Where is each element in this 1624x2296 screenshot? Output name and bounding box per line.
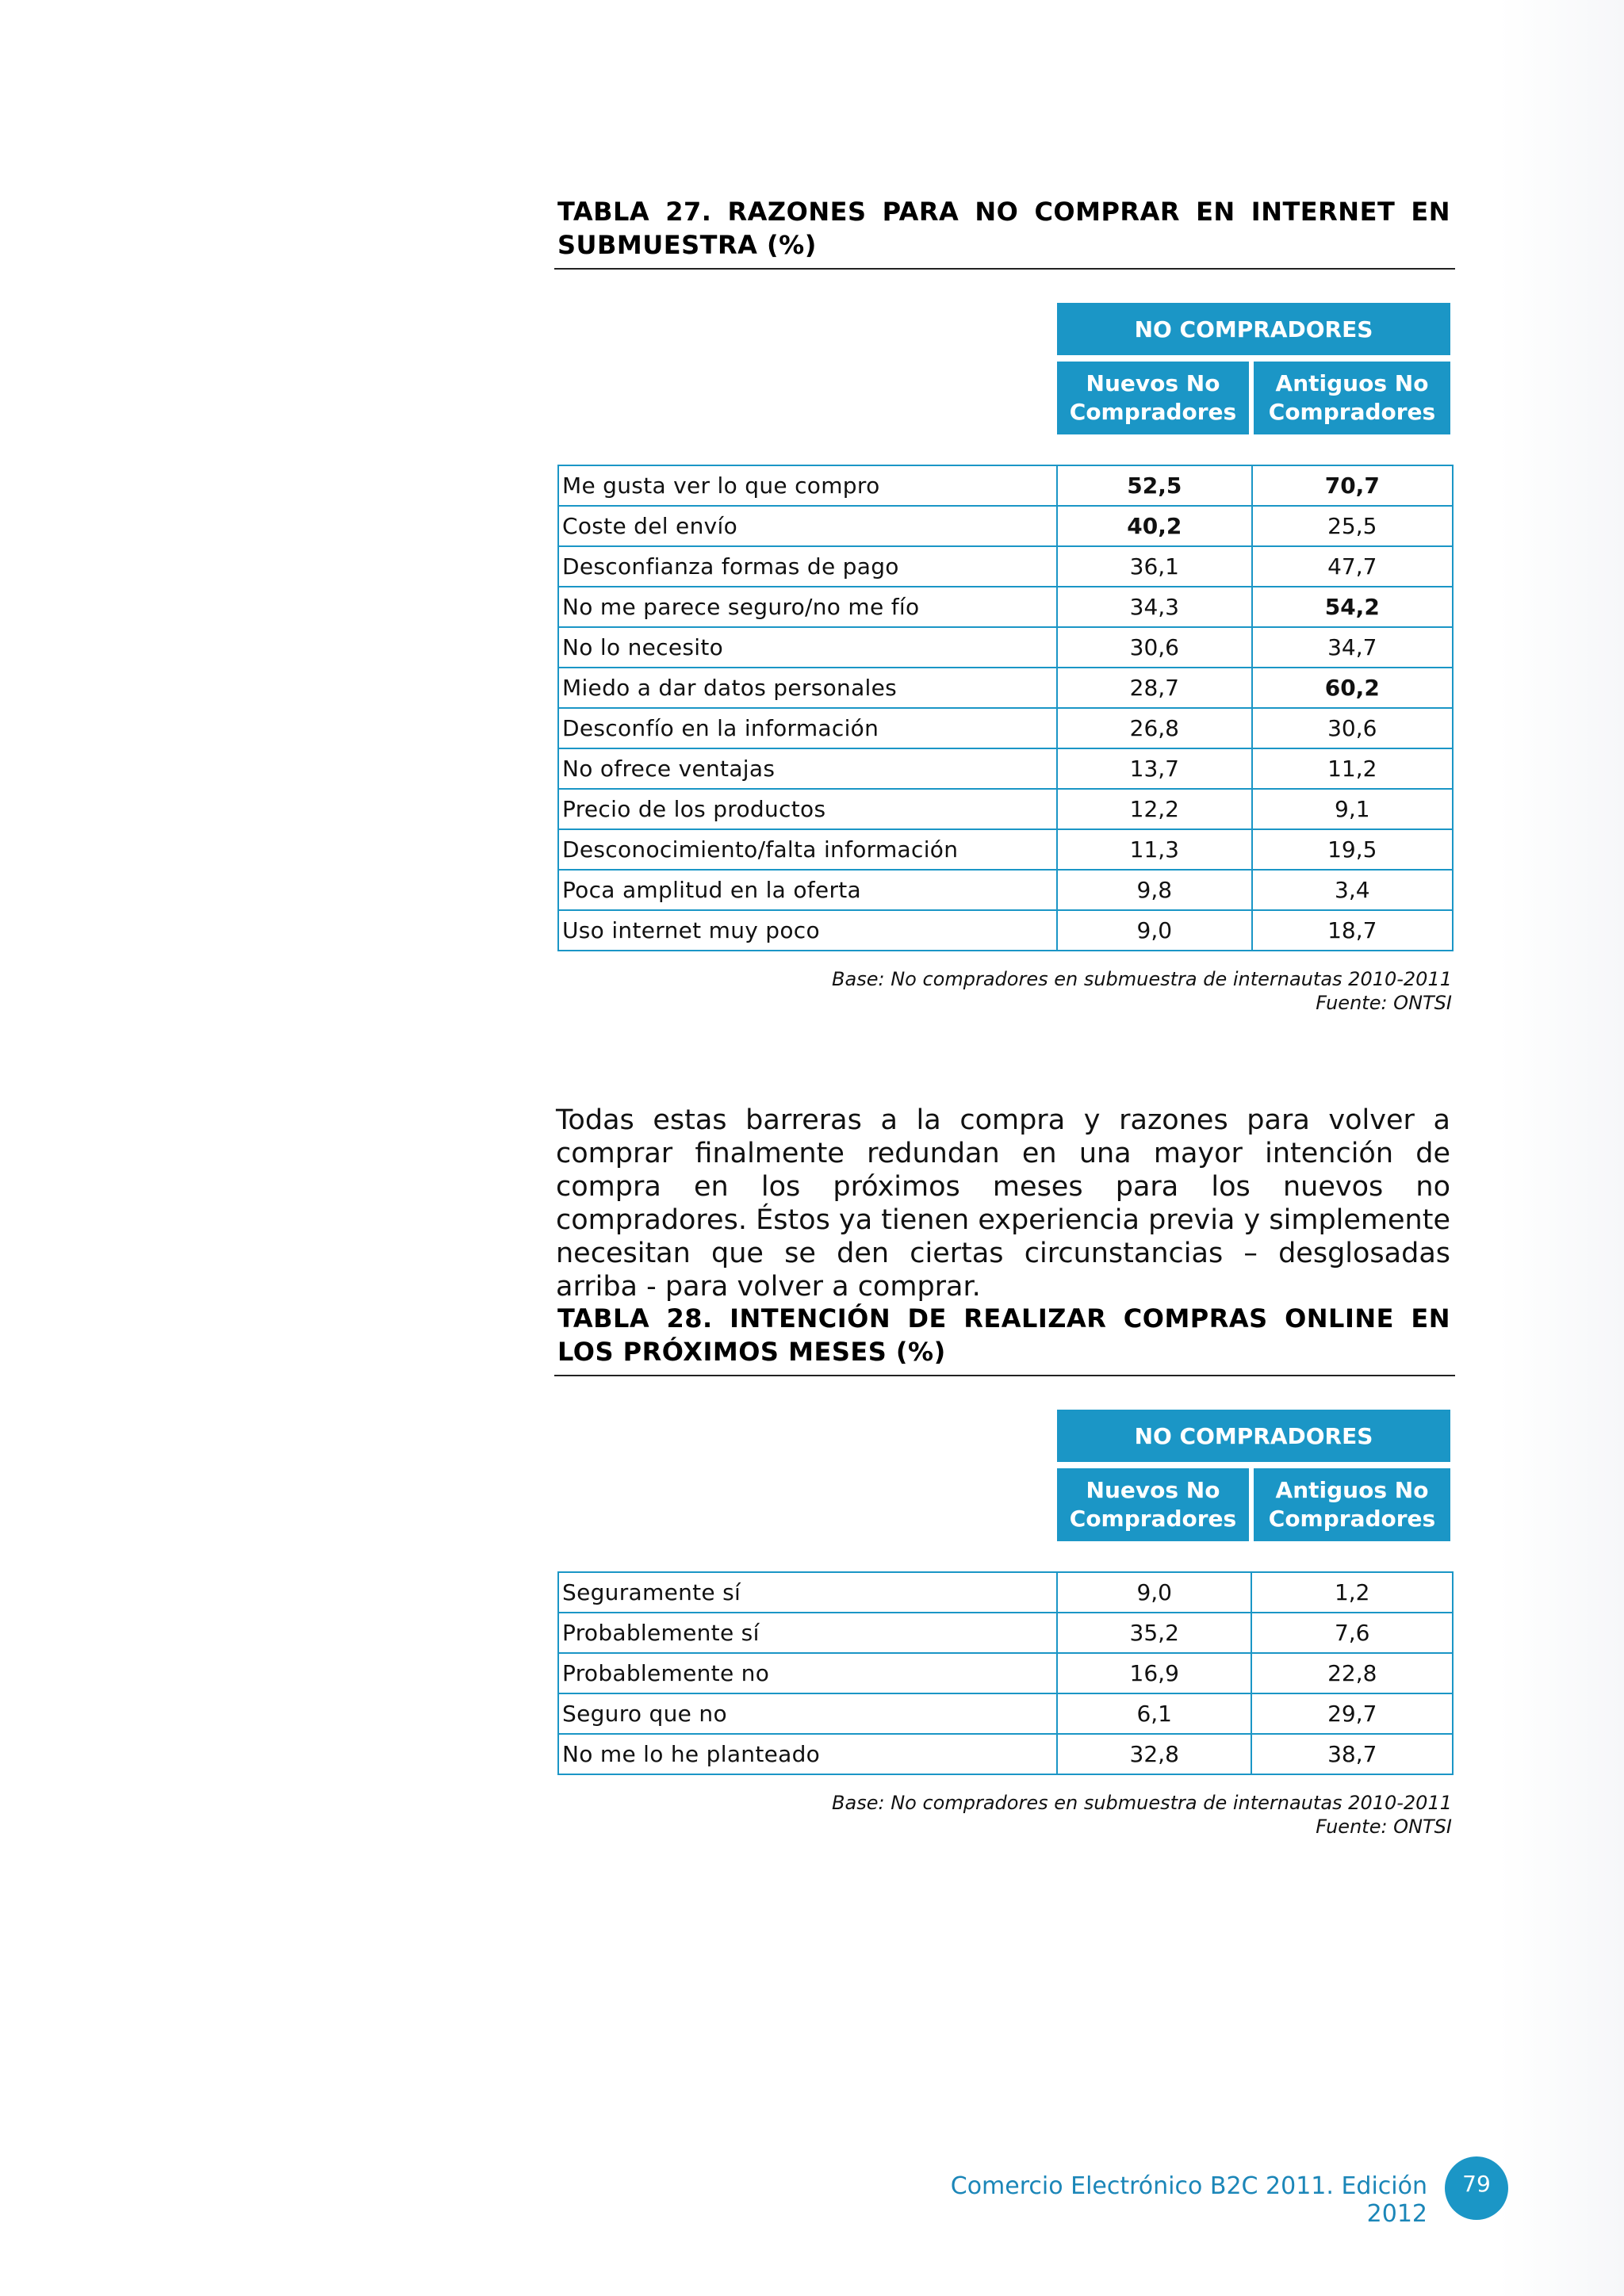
table-27-source-note: Fuente: ONTSI	[1316, 992, 1452, 1014]
table-27-section	[556, 195, 1454, 1015]
table-28-header	[556, 1410, 1454, 1541]
cell-nuevos: 36,1	[1057, 546, 1251, 587]
table-27-title: TABLA 27. RAZONES PARA NO COMPRAR EN INTERNET EN SUBMUESTRA (%)	[557, 197, 1450, 260]
cell-antiguos: 22,8	[1251, 1653, 1453, 1693]
table-row	[558, 627, 1453, 668]
cell-nuevos: 9,0	[1057, 910, 1251, 951]
cell-nuevos: 13,7	[1057, 748, 1251, 789]
table-row	[558, 1734, 1453, 1774]
cell-antiguos: 60,2	[1252, 668, 1453, 708]
table-28-source	[556, 1791, 1454, 1839]
table-28-title: TABLA 28. INTENCIÓN DE REALIZAR COMPRAS ONLINE EN LOS PRÓXIMOS MESES (%)	[557, 1303, 1450, 1367]
row-label: Seguro que no	[558, 1693, 1057, 1734]
cell-antiguos: 47,7	[1252, 546, 1453, 587]
table-28-col-antiguos: Antiguos No Compradores	[1254, 1468, 1450, 1541]
cell-nuevos: 26,8	[1057, 708, 1251, 748]
row-label: Poca amplitud en la oferta	[558, 870, 1057, 910]
row-label: Me gusta ver lo que compro	[558, 465, 1057, 506]
cell-antiguos: 34,7	[1252, 627, 1453, 668]
table-row	[558, 587, 1453, 627]
table-row	[558, 910, 1453, 951]
cell-antiguos: 30,6	[1252, 708, 1453, 748]
footer-publication-title: Comercio Electrónico B2C 2011. Edición 2012	[950, 2172, 1427, 2228]
table-28-col-nuevos: Nuevos No Compradores	[1057, 1468, 1249, 1541]
page-number-badge: 79	[1445, 2156, 1508, 2220]
row-label: Precio de los productos	[558, 789, 1057, 829]
table-row	[558, 870, 1453, 910]
cell-antiguos: 25,5	[1252, 506, 1453, 546]
table-row	[558, 789, 1453, 829]
cell-nuevos: 6,1	[1057, 1693, 1252, 1734]
table-27-col-nuevos: Nuevos No Compradores	[1057, 362, 1249, 434]
row-label: Desconfianza formas de pago	[558, 546, 1057, 587]
table-27-col-antiguos: Antiguos No Compradores	[1254, 362, 1450, 434]
cell-antiguos: 29,7	[1251, 1693, 1453, 1734]
cell-nuevos: 30,6	[1057, 627, 1251, 668]
cell-nuevos: 12,2	[1057, 789, 1251, 829]
table-row	[558, 1613, 1453, 1653]
table-row	[558, 829, 1453, 870]
cell-nuevos: 11,3	[1057, 829, 1251, 870]
row-label: Desconocimiento/falta información	[558, 829, 1057, 870]
table-27-source	[556, 967, 1454, 1015]
cell-antiguos: 1,2	[1251, 1572, 1453, 1613]
cell-antiguos: 70,7	[1252, 465, 1453, 506]
table-row	[558, 668, 1453, 708]
cell-antiguos: 3,4	[1252, 870, 1453, 910]
table-27-base-note: Base: No compradores en submuestra de internautas 2010-2011	[832, 968, 1452, 990]
body-paragraph: Todas estas barreras a la compra y razones para volver a comprar finalmente redundan en una mayor intención de compra en los próximos meses para los nuevos no compradores. Éstos ya tienen experiencia previa y simplemente necesitan que se den ciertas circunstancias – desglosadas arriba - para volver a comprar.	[556, 1104, 1450, 1303]
cell-nuevos: 40,2	[1057, 506, 1251, 546]
row-label: Miedo a dar datos personales	[558, 668, 1057, 708]
cell-nuevos: 9,0	[1057, 1572, 1252, 1613]
row-label: Probablemente sí	[558, 1613, 1057, 1653]
cell-antiguos: 19,5	[1252, 829, 1453, 870]
row-label: No lo necesito	[558, 627, 1057, 668]
table-row	[558, 708, 1453, 748]
cell-nuevos: 9,8	[1057, 870, 1251, 910]
cell-antiguos: 54,2	[1252, 587, 1453, 627]
row-label: Uso internet muy poco	[558, 910, 1057, 951]
table-28-source-note: Fuente: ONTSI	[1316, 1816, 1452, 1838]
cell-nuevos: 35,2	[1057, 1613, 1252, 1653]
table-row	[558, 506, 1453, 546]
cell-nuevos: 52,5	[1057, 465, 1251, 506]
cell-antiguos: 9,1	[1252, 789, 1453, 829]
table-28-base-note: Base: No compradores en submuestra de internautas 2010-2011	[832, 1792, 1452, 1814]
row-label: Seguramente sí	[558, 1572, 1057, 1613]
table-row	[558, 546, 1453, 587]
page-edge-shade	[1499, 0, 1624, 2296]
cell-antiguos: 11,2	[1252, 748, 1453, 789]
table-27-title-rule	[554, 268, 1455, 270]
table-27	[557, 465, 1454, 951]
table-28	[557, 1571, 1454, 1775]
cell-nuevos: 16,9	[1057, 1653, 1252, 1693]
table-row	[558, 1572, 1453, 1613]
table-28-header-group: NO COMPRADORES	[1057, 1410, 1450, 1462]
row-label: No me parece seguro/no me fío	[558, 587, 1057, 627]
table-27-header-group: NO COMPRADORES	[1057, 303, 1450, 355]
cell-antiguos: 18,7	[1252, 910, 1453, 951]
table-row	[558, 748, 1453, 789]
row-label: Coste del envío	[558, 506, 1057, 546]
row-label: Desconfío en la información	[558, 708, 1057, 748]
table-27-header	[556, 303, 1454, 434]
cell-nuevos: 32,8	[1057, 1734, 1252, 1774]
table-28-title-rule	[554, 1375, 1455, 1376]
row-label: Probablemente no	[558, 1653, 1057, 1693]
cell-nuevos: 28,7	[1057, 668, 1251, 708]
cell-antiguos: 38,7	[1251, 1734, 1453, 1774]
table-row	[558, 465, 1453, 506]
table-28-section	[556, 1302, 1454, 1839]
table-row	[558, 1653, 1453, 1693]
cell-antiguos: 7,6	[1251, 1613, 1453, 1653]
row-label: No me lo he planteado	[558, 1734, 1057, 1774]
table-row	[558, 1693, 1453, 1734]
cell-nuevos: 34,3	[1057, 587, 1251, 627]
row-label: No ofrece ventajas	[558, 748, 1057, 789]
